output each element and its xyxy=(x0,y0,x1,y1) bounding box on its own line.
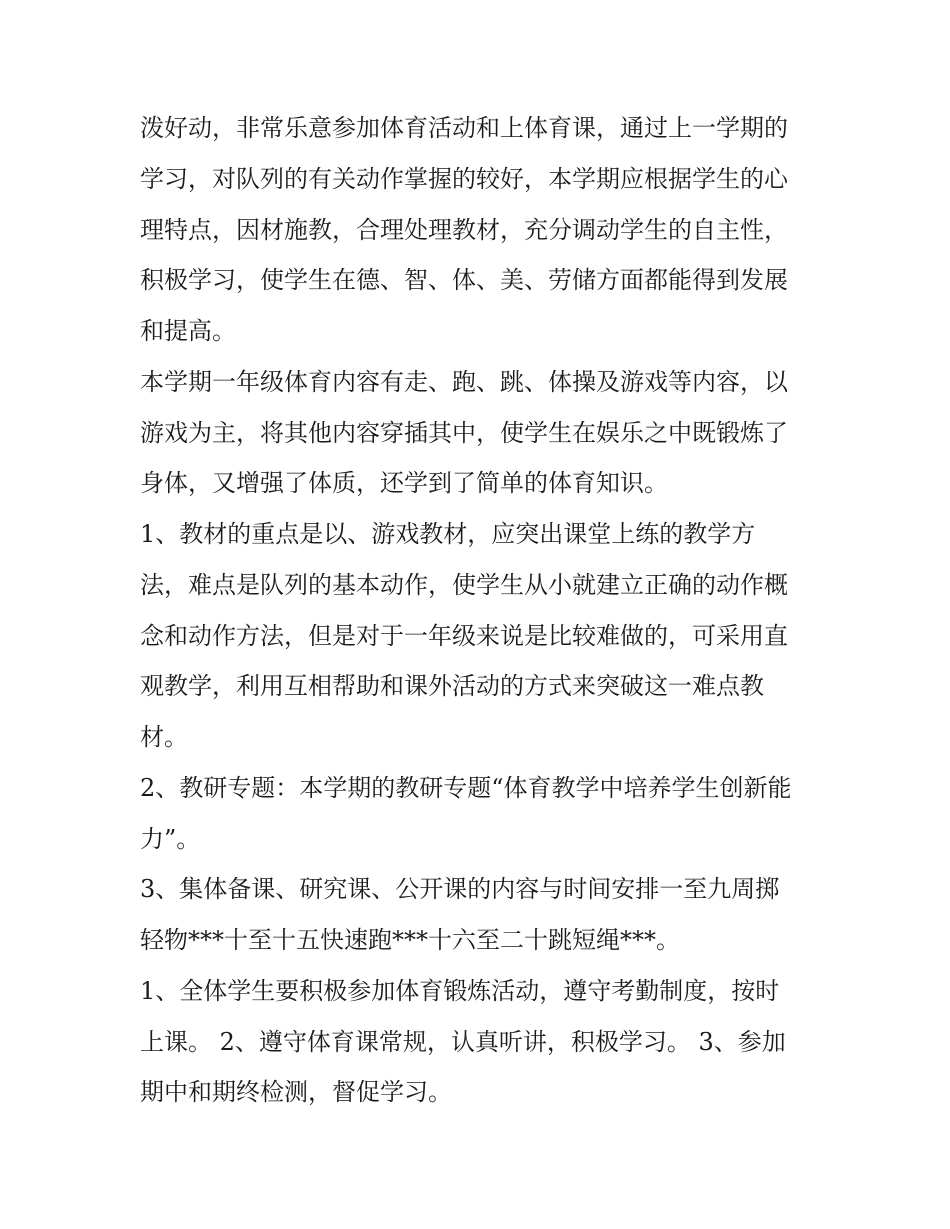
text-line: 观教学，利用互相帮助和课外活动的方式来突破这一难点教 xyxy=(140,672,764,700)
text-line: 2、教研专题：本学期的教研专题“体育教学中培养学生创新能 xyxy=(140,774,792,802)
text-line: 理特点，因材施教，合理处理教材，充分调动学生的自主性， xyxy=(140,216,788,244)
text-line: 期中和期终检测，督促学习。 xyxy=(140,1078,452,1106)
text-line: 上课。 2、遵守体育课常规，认真听讲，积极学习。 3、参加 xyxy=(140,1028,786,1056)
text-line: 1、教材的重点是以、游戏教材，应突出课堂上练的教学方 xyxy=(140,520,756,548)
text-line: 力”。 xyxy=(140,825,201,853)
text-line: 材。 xyxy=(140,723,188,751)
text-line: 学习，对队列的有关动作掌握的较好，本学期应根据学生的心 xyxy=(140,165,788,193)
text-line: 和提高。 xyxy=(140,317,236,345)
text-line: 法，难点是队列的基本动作，使学生从小就建立正确的动作概 xyxy=(140,571,788,599)
text-line: 念和动作方法，但是对于一年级来说是比较难做的，可采用直 xyxy=(140,622,788,650)
text-line: 3、集体备课、研究课、公开课的内容与时间安排一至九周掷 xyxy=(140,875,780,903)
text-line: 轻物***十至十五快速跑***十六至二十跳短绳***。 xyxy=(140,926,680,954)
text-line: 本学期一年级体育内容有走、跑、跳、体操及游戏等内容，以 xyxy=(140,368,788,396)
text-line: 身体，又增强了体质，还学到了简单的体育知识。 xyxy=(140,469,668,497)
text-line: 游戏为主，将其他内容穿插其中，使学生在娱乐之中既锻炼了 xyxy=(140,419,788,447)
text-line: 泼好动，非常乐意参加体育活动和上体育课，通过上一学期的 xyxy=(140,114,788,142)
text-line: 积极学习，使学生在德、智、体、美、劳储方面都能得到发展 xyxy=(140,266,788,294)
text-line: 1、全体学生要积极参加体育锻炼活动，遵守考勤制度，按时 xyxy=(140,977,780,1005)
